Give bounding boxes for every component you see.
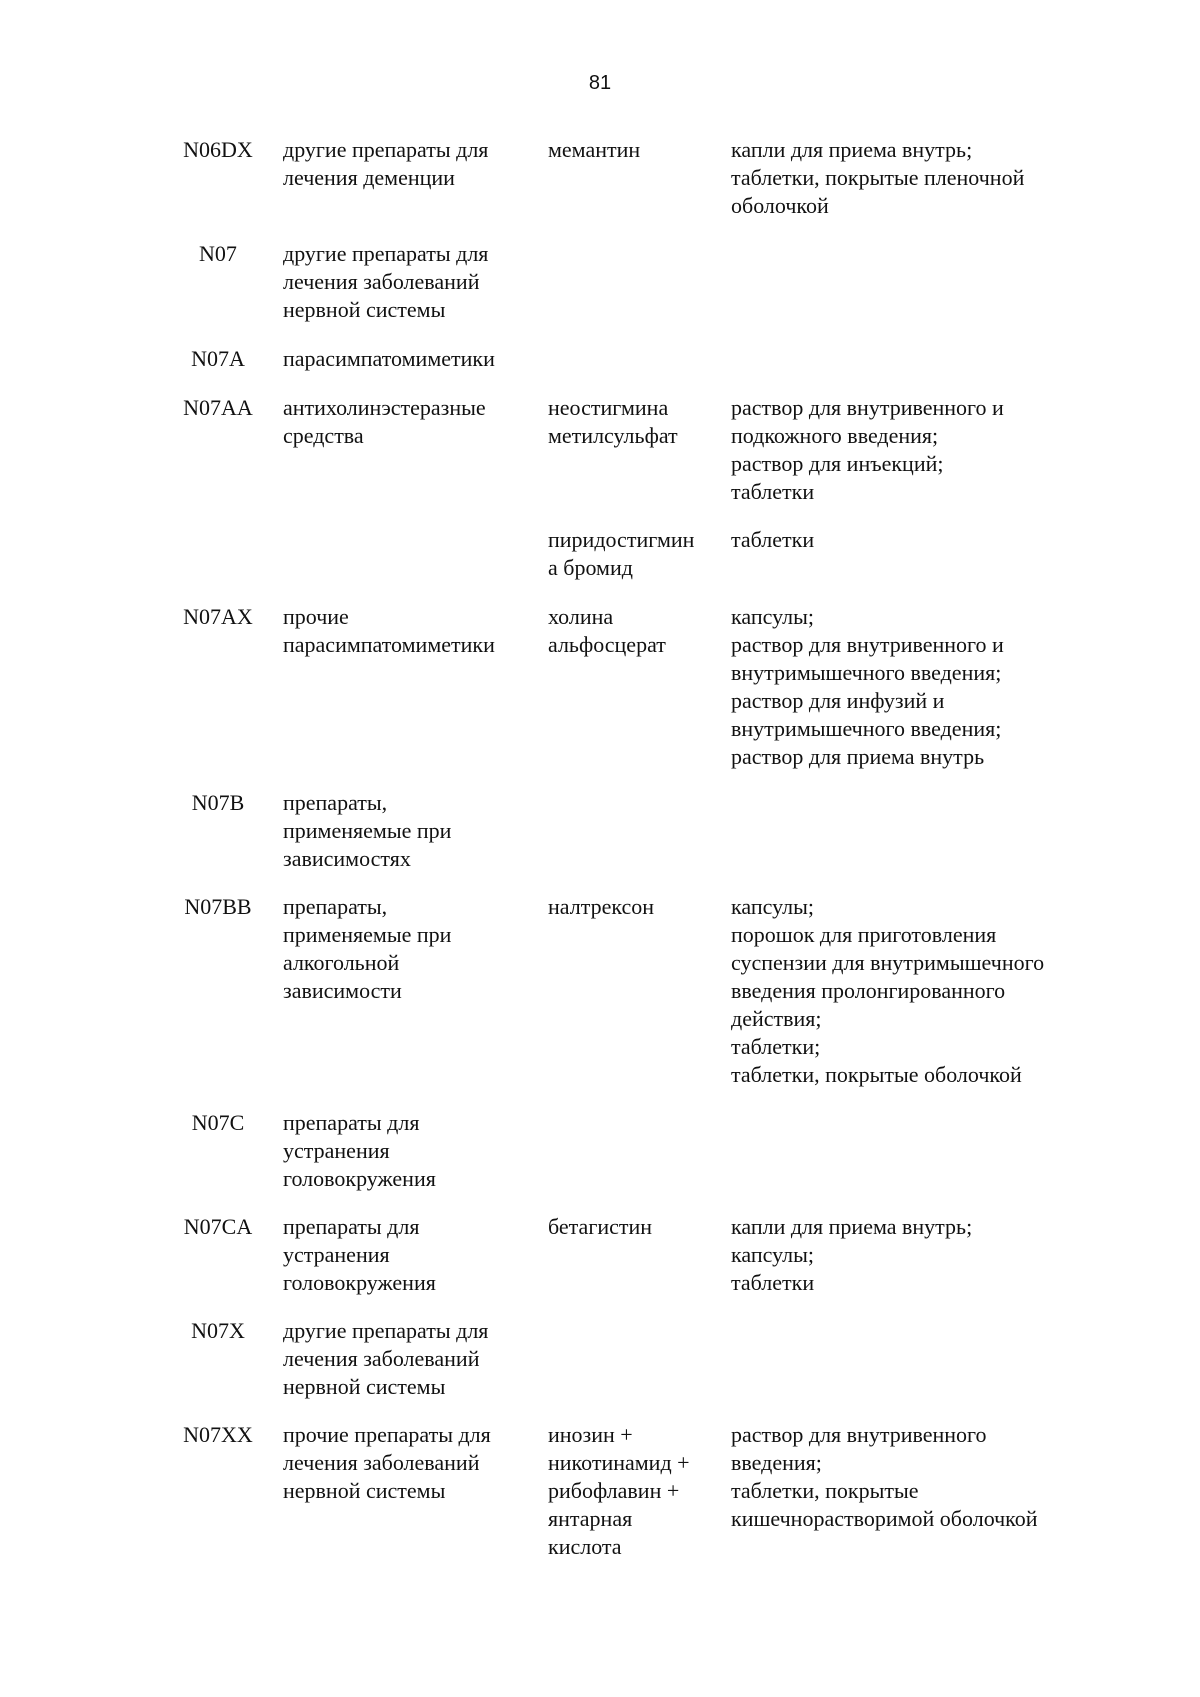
dosage-forms: капли для приема внутрь; капсулы; таблетки	[731, 1214, 973, 1295]
drug-name: холина альфосцерат	[548, 604, 666, 657]
atc-code: N07C	[191, 1110, 245, 1135]
dosage-forms: капли для приема внутрь; таблетки, покрытые пленочной оболочкой	[731, 137, 1025, 218]
dosage-forms: капсулы; порошок для приготовления суспензии для внутримышечного введения пролонгированного действия; таблетки; таблетки, покрытые оболочкой	[731, 894, 1045, 1087]
atc-code: N07	[199, 241, 237, 266]
page-number: 81	[588, 72, 612, 94]
anatomical-therapeutic-group: препараты для устранения головокружения	[283, 1110, 436, 1191]
anatomical-therapeutic-group: парасимпатомиметики	[283, 346, 495, 371]
anatomical-therapeutic-group: другие препараты для лечения деменции	[283, 137, 489, 190]
atc-code: N07AA	[183, 395, 253, 420]
anatomical-therapeutic-group: препараты, применяемые при зависимостях	[283, 790, 452, 871]
atc-code: N07XX	[183, 1422, 253, 1447]
atc-code: N07AX	[183, 604, 253, 629]
dosage-forms: раствор для внутривенного введения; таблетки, покрытые кишечнорастворимой оболочкой	[731, 1422, 1038, 1531]
atc-code: N07A	[191, 346, 245, 371]
anatomical-therapeutic-group: препараты для устранения головокружения	[283, 1214, 436, 1295]
dosage-forms: таблетки	[731, 527, 815, 552]
atc-code: N07BB	[184, 894, 252, 919]
drug-name: пиридостигмин а бромид	[548, 527, 695, 580]
dosage-forms: капсулы; раствор для внутривенного и внутримышечного введения; раствор для инфузий и внутримышечного введения; раствор для приема внутрь	[731, 604, 1004, 769]
anatomical-therapeutic-group: препараты, применяемые при алкогольной зависимости	[283, 894, 452, 1003]
drug-name: налтрексон	[548, 894, 655, 919]
drug-name: неостигмина метилсульфат	[548, 395, 678, 448]
drug-name: инозин + никотинамид + рибофлавин + янтарная кислота	[548, 1422, 690, 1559]
anatomical-therapeutic-group: антихолинэстеразные средства	[283, 395, 486, 448]
atc-code: N07X	[191, 1318, 245, 1343]
atc-code: N06DX	[183, 137, 253, 162]
drug-name: мемантин	[548, 137, 641, 162]
anatomical-therapeutic-group: прочие парасимпатомиметики	[283, 604, 495, 657]
anatomical-therapeutic-group: другие препараты для лечения заболеваний нервной системы	[283, 241, 489, 322]
anatomical-therapeutic-group: другие препараты для лечения заболеваний нервной системы	[283, 1318, 489, 1399]
anatomical-therapeutic-group: прочие препараты для лечения заболеваний нервной системы	[283, 1422, 491, 1503]
atc-code: N07CA	[183, 1214, 253, 1239]
drug-name: бетагистин	[548, 1214, 653, 1239]
atc-code: N07B	[191, 790, 245, 815]
dosage-forms: раствор для внутривенного и подкожного введения; раствор для инъекций; таблетки	[731, 395, 1004, 504]
